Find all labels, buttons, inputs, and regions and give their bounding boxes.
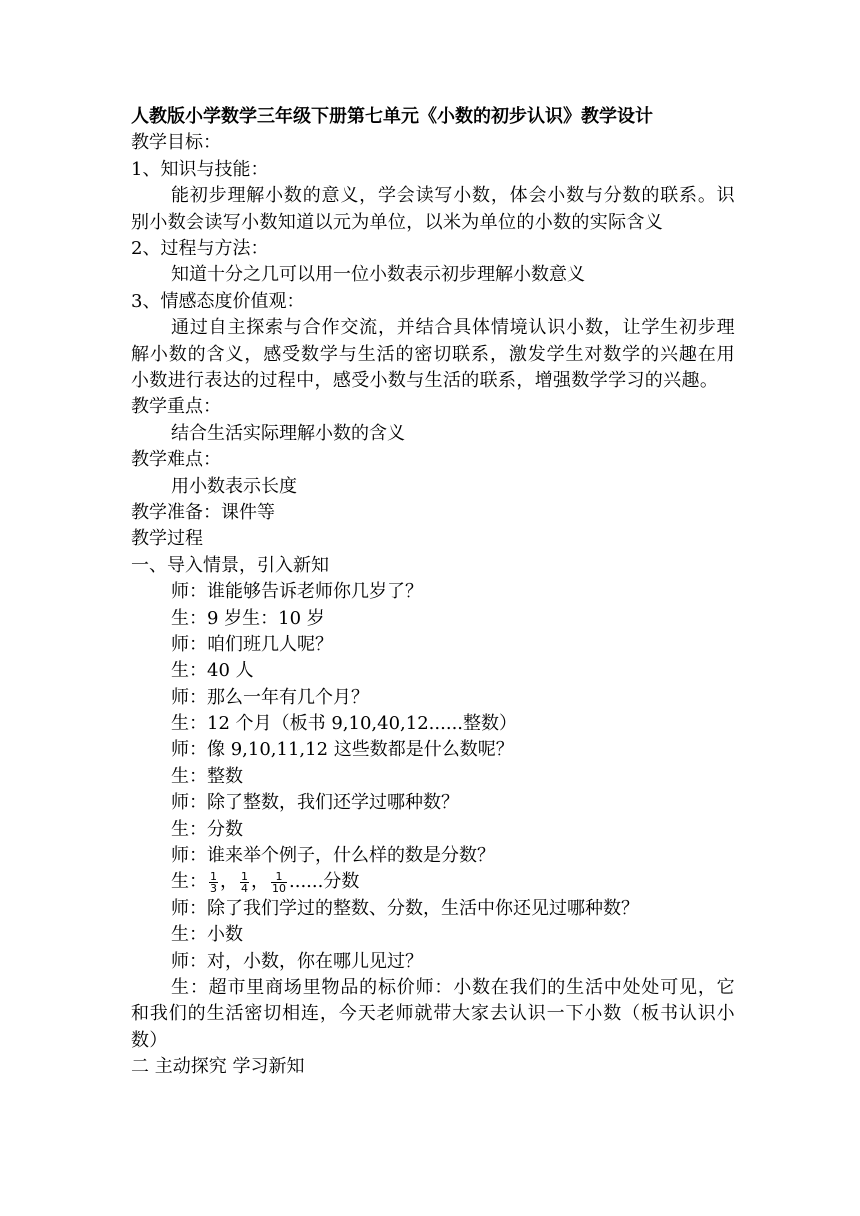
dialogue-line: 师：除了我们学过的整数、分数，生活中你还见过哪种数？ [171,897,639,919]
dialogue-line: 师：那么一年有几个月？ [171,686,369,708]
fraction-denominator: 3 [210,881,217,895]
dialogue-line: 生：分数 [171,818,243,840]
fraction-one-third [209,871,218,894]
goal-1-heading: 1、知识与技能： [131,158,269,180]
fraction-one-quarter [240,871,249,894]
difficulty-heading: 教学难点： [131,449,221,471]
key-points-text: 结合生活实际理解小数的含义 [171,422,405,444]
fraction-denominator: 10 [272,881,286,895]
dialogue-line: 生：整数 [171,765,243,787]
dialogue-line: 师：对，小数，你在哪儿见过？ [171,950,423,972]
section-1-heading: 一、导入情景，引入新知 [131,554,329,576]
dialogue-line: 师：像 9,10,11,12 这些数都是什么数呢？ [171,739,514,761]
goal-2-text: 知道十分之几可以用一位小数表示初步理解小数意义 [171,264,585,286]
dialogue-line: 师：谁能够告诉老师你几岁了？ [171,581,423,603]
dialogue-line: 生：小数 [171,924,243,946]
fraction-denominator: 4 [241,881,248,895]
fraction-separator: ， [251,871,269,893]
fraction-numerator: 1 [210,869,217,883]
dialogue-paragraph: 生：超市里商场里物品的标价师：小数在我们的生活中处处可见，它和我们的生活密切相连，今天老师就带大家去认识一下小数（板书认识小数） [131,976,735,1051]
preparation-text: 教学准备：课件等 [131,501,275,523]
goal-1-text: 能初步理解小数的意义，学会读写小数，体会小数与分数的联系。识别小数会读写小数知道以元为单位，以米为单位的小数的实际含义 [131,185,735,233]
fraction-separator: ， [220,871,238,893]
dialogue-line: 生：40 人 [171,660,254,682]
document-body [131,104,735,1081]
fraction-numerator: 1 [271,871,287,883]
fraction-line-suffix: ......分数 [289,871,360,893]
fraction-one-tenth [271,871,287,894]
goal-3-heading: 3、情感态度价值观： [131,290,305,312]
document-title: 人教版小学数学三年级下册第七单元《小数的初步认识》教学设计 [131,106,653,127]
difficulty-text: 用小数表示长度 [171,475,297,497]
fraction-examples-line [131,869,735,895]
dialogue-line: 师：咱们班几人呢？ [171,633,333,655]
key-points-heading: 教学重点： [131,396,221,418]
dialogue-line: 生：12 个月（板书 9,10,40,12......整数） [171,713,518,735]
fraction-numerator: 1 [241,869,248,883]
goal-3-text: 通过自主探索与合作交流，并结合具体情境认识小数，让学生初步理解小数的含义，感受数学与生活的密切联系，激发学生对数学的兴趣在用小数进行表达的过程中，感受小数与生活的联系，增强数学学习的兴趣。 [131,317,735,391]
dialogue-line: 师：除了整数，我们还学过哪种数？ [171,792,459,814]
dialogue-line: 师：谁来举个例子，什么样的数是分数？ [171,845,495,867]
goal-2-heading: 2、过程与方法： [131,237,269,259]
section-2-heading: 二 主动探究 学习新知 [131,1056,305,1078]
goals-heading: 教学目标： [131,132,221,154]
fraction-line-prefix: 生： [171,871,207,893]
process-heading: 教学过程 [131,528,203,550]
dialogue-line: 生：9 岁生：10 岁 [171,607,325,629]
